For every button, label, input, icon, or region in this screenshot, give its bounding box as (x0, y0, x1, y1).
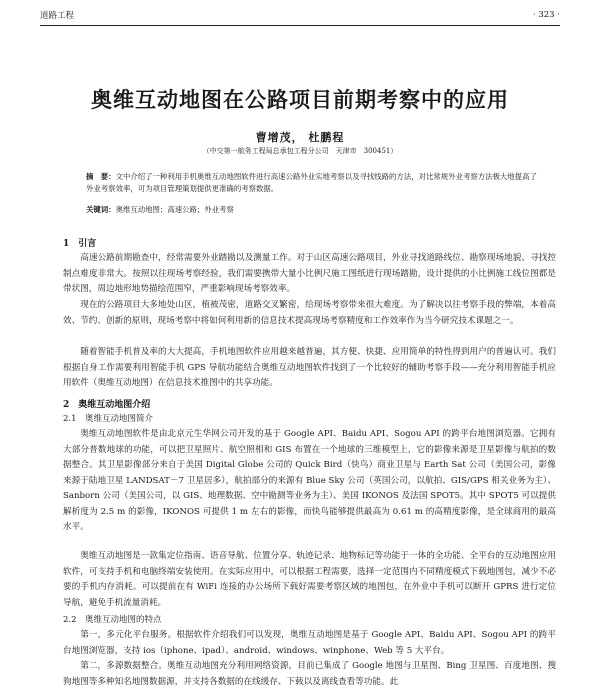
section-heading-introduction: 1 引言 (63, 239, 97, 249)
keywords (86, 204, 538, 215)
body-paragraph: 高速公路前期勘查中，经常需要外业踏勘以及测量工作。对于山区高速公路项目，外业寻找道路线位、勘察现场地貌、寻找控制点难度非常大。按照以往现场考察经验，我们需要携带大量小比例尺施工图纸进行现场踏勘，设计提供的小比例施工线位图都是带状图，周边地形地势描绘范围窄，严重影响现场考察效率。 (63, 253, 556, 294)
page-number: · 323 · (532, 10, 560, 20)
author-affiliation: （中交第一航务工程局总承包工程分公司 天津市 300451） (202, 147, 398, 155)
keywords-text: 奥维互动地图；高速公路；外业考察 (115, 205, 234, 214)
body-paragraph: 奥维互动地图是一款集定位指南、语音导航、位置分享、轨迹记录、地物标记等功能于一体的全功能、全平台的互动地图应用软件，可支持手机和电脑终端安装使用。在实际应用中，可以根据工程需要，选择一定范围内不同精度模式下载地图包，减少不必要的手机内存消耗。可以提前在有 WiFi 连接的办公场所下载好需要考察区域的地图包，在外业中手机可以断开 GPRS 进行定位导航，避免手机流量消耗。 (63, 551, 556, 608)
section-heading-overview: 2 奥维互动地图介绍 (63, 400, 151, 410)
journal-name: 道路工程 (40, 11, 75, 21)
keywords-label: 关键词： (86, 205, 116, 214)
running-header (40, 8, 560, 22)
body-paragraph: 奥维互动地图软件是由北京元生华网公司开发的基于 Google API、Baidu API、Sogou API 的跨平台地图浏览器。它拥有大部分普数地球的功能，可以把卫星照片、航空照相和 GIS 布置在一个地球的三维模型上，它的影像来源是卫星影像与航拍的数据整合。其卫星影像部分来自于美国 Digital Globe 公司的 Quick Bird（快鸟）商业卫星与 Earth Sat 公司（美国公司，影像来源于陆地卫星 LANDSAT－7 卫星居多），航拍部分的来源有 Blue Sky 公司（英国公司，以航拍、GIS/GPS 相关业务为主）、Sanborn 公司（美国公司，以 GIS、地理数据、空中勘测等业务为主）、美国 IKONOS 及法国 SPOT5。其中 SPOT5 可以提供解析度为 2.5 m 的影像，IKONOS 可提供 1 m 左右的影像，而快鸟能够提供最高为 0.61 m 的高精度影像，是全球商用的最高水平。 (63, 429, 556, 532)
abstract (86, 171, 538, 195)
subsection-heading-intro: 2.1 奥维互动地图简介 (63, 414, 154, 424)
abstract-label: 摘 要： (86, 172, 116, 181)
body-paragraph: 随着智能手机普及率的大大提高，手机地图软件应用越来越普遍，其方便、快捷、应用简单的特性得到用户的普遍认可。我们根据自身工作需要利用智能手机 GPS 导航功能结合奥维互动地图软件找到了一个比较好的辅助考察手段——充分利用智能手机应用软件（奥维互动地图）在信息技术推图中的共享功能。 (63, 347, 556, 388)
body-paragraph: 现在的公路项目大多地处山区，植被茂密，道路交叉繁密，给现场考察带来很大难度。为了解决以往考察手段的弊端，本着高效、节约、创新的原则，现场考察中将如何利用新的信息技术提高现场考察精度和工作效率作为当今研究技术课题之一。 (63, 300, 556, 326)
subsection-heading-features: 2.2 奥维互动地图的特点 (63, 615, 162, 625)
abstract-text: 文中介绍了一种利用手机奥维互动地图软件进行高速公路外业实地考察以及寻找线路的方法，对比常规外业考察方法极大地提高了外业考察效率，可为项目管理策划提供更准确的考察数据。 (86, 172, 537, 193)
body-paragraph: 第二，多源数据整合。奥维互动地图充分利用网络资源，目前已集成了 Google 地图与卫星图、Bing 卫星图、百度地图、搜狗地图等多种知名地图数据源，并支持各数据的在线缓存、下载以及离线查看等功能。此 (63, 661, 556, 687)
header-rule (40, 25, 560, 26)
body-paragraph: 第一，多元化平台服务。根据软件介绍我们可以发现，奥维互动地图是基于 Google API、Baidu API、Sogou API 的跨平台地图浏览器，支持 ios（iphone、ipad）、android、windows、winphone、Web 等 5 大平台。 (63, 630, 556, 656)
author-list: 曹增茂， 杜鹏程 (255, 131, 345, 144)
paper-title: 奥维互动地图在公路项目前期考察中的应用 (91, 87, 509, 112)
